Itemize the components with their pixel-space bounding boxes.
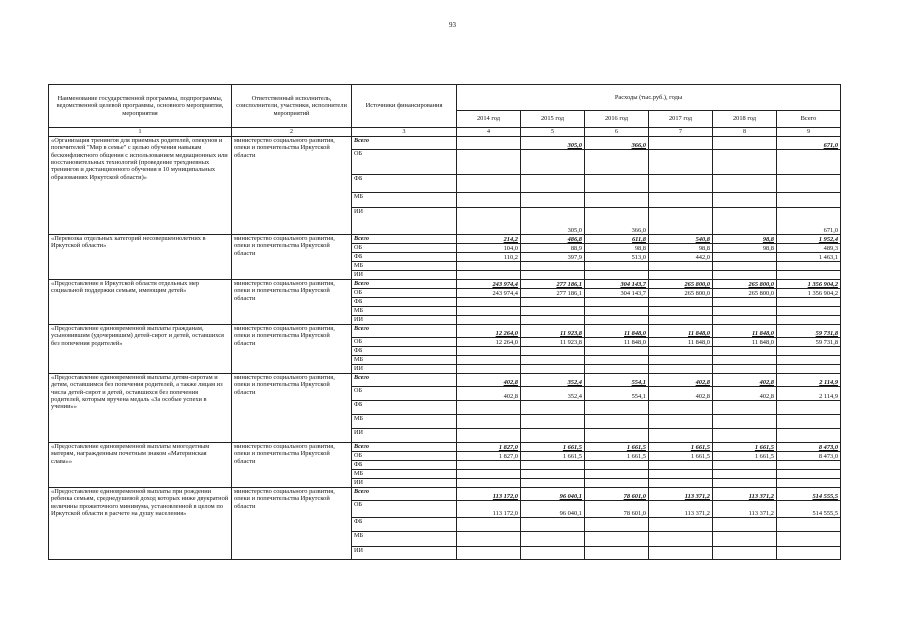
value-cell — [713, 547, 777, 560]
financing-table — [48, 84, 841, 560]
header-expenses: Расходы (тыс.руб.), годы — [457, 85, 841, 111]
event-name: «Перевозка отдельных категорий несовершеннолетних в Иркутской области» — [49, 235, 232, 280]
value-cell: 11 923,8 — [521, 338, 585, 347]
column-number: 6 — [585, 128, 649, 137]
value-cell: 265 800,0 — [713, 289, 777, 298]
value-cell — [713, 479, 777, 488]
funding-source: ФБ — [352, 175, 457, 193]
value-cell — [457, 193, 521, 208]
value-total: 8 473,0 — [777, 452, 841, 461]
value-cell — [521, 271, 585, 280]
value-cell: 1 661,5 — [521, 443, 585, 452]
value-cell — [457, 401, 521, 415]
funding-source: ФБ — [352, 347, 457, 356]
value-cell — [649, 518, 713, 532]
value-total — [777, 547, 841, 560]
value-cell — [521, 415, 585, 429]
column-number: 2 — [232, 128, 352, 137]
value-cell — [457, 429, 521, 443]
value-total — [777, 518, 841, 532]
value-cell: 265 800,0 — [713, 280, 777, 289]
value-cell — [585, 298, 649, 307]
event-name: «Организация тренингов для приемных родителей, опекунов и попечителей "Мир в семье" с целью обучения навыкам бесконфликтного общения с использованием медиационных или восстановительных технологий (проведение трехдневных тренингов и дистанционного обучения в 10 муниципальных образованиях Иркутской области)» — [49, 137, 232, 235]
value-cell — [713, 401, 777, 415]
value-cell: 113 371,2 — [649, 501, 713, 518]
value-cell: 540,8 — [649, 235, 713, 244]
table-row — [49, 374, 841, 387]
header-year: 2017 год — [649, 111, 713, 128]
value-cell — [649, 479, 713, 488]
header-name: Наименование государственной программы, подпрограммы, ведомственной целевой программы, основного мероприятия, мероприятия — [49, 85, 232, 128]
value-total — [777, 365, 841, 374]
value-cell — [457, 518, 521, 532]
value-cell — [585, 365, 649, 374]
funding-source: ИИ — [352, 479, 457, 488]
value-cell: 214,2 — [457, 235, 521, 244]
value-cell: 305,0 — [521, 137, 585, 150]
value-cell — [649, 470, 713, 479]
funding-source: ОБ — [352, 452, 457, 461]
value-cell — [713, 347, 777, 356]
value-cell — [521, 518, 585, 532]
value-cell — [649, 307, 713, 316]
value-cell — [521, 307, 585, 316]
value-cell — [585, 532, 649, 547]
value-total — [777, 307, 841, 316]
value-cell: 98,8 — [713, 235, 777, 244]
value-cell: 402,8 — [713, 374, 777, 387]
value-cell: 486,8 — [521, 235, 585, 244]
value-cell — [457, 316, 521, 325]
value-cell — [521, 262, 585, 271]
value-cell — [585, 262, 649, 271]
value-cell — [649, 262, 713, 271]
header-year: 2014 год — [457, 111, 521, 128]
value-cell: 352,4 — [521, 387, 585, 401]
value-cell: 243 974,4 — [457, 280, 521, 289]
value-cell: 104,0 — [457, 244, 521, 253]
value-total: 1 356 904,2 — [777, 280, 841, 289]
value-cell: 402,8 — [649, 374, 713, 387]
value-cell — [713, 316, 777, 325]
value-cell — [521, 356, 585, 365]
value-cell — [585, 470, 649, 479]
funding-source: ФБ — [352, 518, 457, 532]
value-cell: 1 661,5 — [521, 452, 585, 461]
value-cell — [457, 365, 521, 374]
value-total: 2 114,9 — [777, 374, 841, 387]
value-total — [777, 298, 841, 307]
funding-source: ИИ — [352, 429, 457, 443]
value-cell — [649, 137, 713, 150]
value-cell: 554,1 — [585, 374, 649, 387]
value-total — [777, 479, 841, 488]
value-total: 671,0 — [777, 137, 841, 150]
value-cell — [457, 298, 521, 307]
value-cell — [713, 470, 777, 479]
value-cell — [649, 175, 713, 193]
value-cell — [649, 208, 713, 235]
value-cell: 1 827,0 — [457, 452, 521, 461]
value-cell: 1 661,5 — [585, 452, 649, 461]
value-cell: 96 040,1 — [521, 488, 585, 501]
executor: министерство социального развития, опеки и попечительства Иркутской области — [232, 443, 352, 488]
value-cell: 12 264,0 — [457, 338, 521, 347]
value-cell: 113 371,2 — [713, 501, 777, 518]
value-cell — [457, 307, 521, 316]
value-cell: 366,0 — [585, 137, 649, 150]
header-year-total: Всего — [777, 111, 841, 128]
value-cell: 402,8 — [457, 387, 521, 401]
value-cell — [585, 461, 649, 470]
value-cell: 402,8 — [713, 387, 777, 401]
value-cell — [649, 461, 713, 470]
value-total — [777, 271, 841, 280]
funding-source: ИИ — [352, 208, 457, 235]
executor: министерство социального развития, опеки и попечительства Иркутской области — [232, 374, 352, 443]
value-cell: 397,9 — [521, 253, 585, 262]
funding-source: Всего — [352, 280, 457, 289]
table-row — [49, 325, 841, 338]
value-cell — [585, 429, 649, 443]
value-total: 1 952,4 — [777, 235, 841, 244]
value-total: 8 473,0 — [777, 443, 841, 452]
value-cell: 611,8 — [585, 235, 649, 244]
value-cell: 11 848,0 — [713, 338, 777, 347]
value-total: 489,3 — [777, 244, 841, 253]
page-number: 93 — [449, 21, 456, 29]
value-cell — [457, 532, 521, 547]
value-cell: 12 264,0 — [457, 325, 521, 338]
event-name: «Предоставление единовременной выплаты при рождении ребенка семьям, среднедушевой доход которых ниже двукратной величины прожиточного минимума, установленной в целом по Иркутской области в расчете на душу населения» — [49, 488, 232, 560]
value-cell — [457, 347, 521, 356]
funding-source: ОБ — [352, 244, 457, 253]
funding-source: МБ — [352, 470, 457, 479]
value-cell: 277 186,1 — [521, 280, 585, 289]
value-cell: 304 143,7 — [585, 289, 649, 298]
value-total: 59 731,8 — [777, 325, 841, 338]
value-cell — [713, 271, 777, 280]
value-cell: 442,0 — [649, 253, 713, 262]
value-cell: 1 661,5 — [713, 452, 777, 461]
value-cell — [713, 532, 777, 547]
value-cell: 113 172,0 — [457, 501, 521, 518]
value-cell — [713, 298, 777, 307]
value-cell — [585, 415, 649, 429]
value-cell — [457, 150, 521, 175]
header-source: Источники финансирования — [352, 85, 457, 128]
value-cell: 1 661,5 — [585, 443, 649, 452]
funding-source: ОБ — [352, 501, 457, 518]
value-total — [777, 532, 841, 547]
value-cell — [713, 175, 777, 193]
value-cell — [649, 415, 713, 429]
column-number: 8 — [713, 128, 777, 137]
value-cell — [649, 298, 713, 307]
value-total: 514 555,5 — [777, 488, 841, 501]
value-total: 59 731,8 — [777, 338, 841, 347]
value-cell: 513,0 — [585, 253, 649, 262]
header-year: 2018 год — [713, 111, 777, 128]
funding-source: ФБ — [352, 298, 457, 307]
funding-source: ИИ — [352, 316, 457, 325]
executor: министерство социального развития, опеки и попечительства Иркутской области — [232, 325, 352, 374]
value-cell — [521, 316, 585, 325]
value-cell — [585, 347, 649, 356]
value-cell: 1 661,5 — [649, 452, 713, 461]
value-cell — [457, 356, 521, 365]
value-cell — [713, 262, 777, 271]
value-cell — [521, 470, 585, 479]
table-row — [49, 488, 841, 501]
funding-source: ОБ — [352, 289, 457, 298]
value-cell — [585, 193, 649, 208]
value-total — [777, 262, 841, 271]
value-cell — [457, 415, 521, 429]
value-cell — [713, 429, 777, 443]
value-cell — [585, 150, 649, 175]
value-cell: 11 848,0 — [585, 338, 649, 347]
value-cell — [457, 547, 521, 560]
value-cell: 11 848,0 — [649, 338, 713, 347]
value-cell — [457, 175, 521, 193]
value-cell — [457, 470, 521, 479]
value-cell: 1 661,5 — [649, 443, 713, 452]
funding-source: МБ — [352, 532, 457, 547]
value-total: 514 555,5 — [777, 501, 841, 518]
value-cell — [457, 271, 521, 280]
value-cell — [521, 150, 585, 175]
funding-source: ФБ — [352, 461, 457, 470]
table-row — [49, 137, 841, 150]
funding-source: Всего — [352, 488, 457, 501]
value-cell — [457, 208, 521, 235]
value-cell — [649, 401, 713, 415]
value-total — [777, 193, 841, 208]
value-cell: 305,0 — [521, 208, 585, 235]
table-row — [49, 443, 841, 452]
value-total: 1 463,1 — [777, 253, 841, 262]
value-cell — [649, 429, 713, 443]
column-number: 9 — [777, 128, 841, 137]
value-cell: 113 172,0 — [457, 488, 521, 501]
column-numbers-row — [49, 128, 841, 137]
event-name: «Предоставление единовременной выплаты гражданам, усыновившим (удочерившим) детей-сирот и детей, оставшихся без попечения родителей» — [49, 325, 232, 374]
value-cell — [521, 429, 585, 443]
table-body — [49, 137, 841, 560]
value-cell: 277 186,1 — [521, 289, 585, 298]
value-cell: 98,8 — [585, 244, 649, 253]
value-cell — [585, 356, 649, 365]
value-cell — [521, 401, 585, 415]
value-cell: 402,8 — [457, 374, 521, 387]
funding-source: МБ — [352, 356, 457, 365]
value-cell — [457, 137, 521, 150]
funding-source: ИИ — [352, 547, 457, 560]
value-cell — [713, 365, 777, 374]
table-row — [49, 235, 841, 244]
value-cell — [585, 271, 649, 280]
value-cell — [713, 356, 777, 365]
value-cell — [649, 356, 713, 365]
executor: министерство социального развития, опеки и попечительства Иркутской области — [232, 488, 352, 560]
header-year: 2016 год — [585, 111, 649, 128]
value-cell — [713, 193, 777, 208]
value-cell: 554,1 — [585, 387, 649, 401]
value-cell — [585, 307, 649, 316]
funding-source: Всего — [352, 235, 457, 244]
value-cell: 265 800,0 — [649, 289, 713, 298]
executor: министерство социального развития, опеки и попечительства Иркутской области — [232, 137, 352, 235]
funding-source: ИИ — [352, 271, 457, 280]
column-number: 4 — [457, 128, 521, 137]
value-total — [777, 470, 841, 479]
value-cell — [713, 253, 777, 262]
value-total — [777, 175, 841, 193]
value-cell: 1 827,0 — [457, 443, 521, 452]
value-cell — [713, 137, 777, 150]
value-cell — [521, 461, 585, 470]
funding-source: Всего — [352, 374, 457, 387]
event-name: «Предоставление единовременной выплаты многодетным матерям, награжденным почетным знаком «Материнская слава»» — [49, 443, 232, 488]
funding-source: МБ — [352, 307, 457, 316]
value-cell — [521, 532, 585, 547]
value-cell: 11 848,0 — [585, 325, 649, 338]
value-total — [777, 415, 841, 429]
column-number: 7 — [649, 128, 713, 137]
header-executor: Ответственный исполнитель, соисполнители, участники, исполнители мероприятий — [232, 85, 352, 128]
value-cell — [713, 150, 777, 175]
value-total — [777, 347, 841, 356]
value-cell — [521, 365, 585, 374]
value-cell — [457, 461, 521, 470]
value-cell — [713, 518, 777, 532]
value-cell — [649, 347, 713, 356]
column-number: 3 — [352, 128, 457, 137]
funding-source: ФБ — [352, 253, 457, 262]
value-total — [777, 316, 841, 325]
value-total: 1 356 904,2 — [777, 289, 841, 298]
value-cell — [713, 461, 777, 470]
value-cell — [521, 193, 585, 208]
value-cell: 78 601,0 — [585, 501, 649, 518]
value-total — [777, 150, 841, 175]
value-cell: 110,2 — [457, 253, 521, 262]
value-cell: 98,8 — [649, 244, 713, 253]
value-cell — [649, 271, 713, 280]
value-cell: 11 848,0 — [649, 325, 713, 338]
value-cell — [585, 175, 649, 193]
funding-source: ФБ — [352, 401, 457, 415]
event-name: «Предоставление единовременной выплаты детям-сиротам и детям, оставшимся без попечения родителей, а также лицам из числа детей-сирот и детей, оставшихся без попечения родителей, которым вручена медаль «За особые успехи в учении»» — [49, 374, 232, 443]
funding-source: ОБ — [352, 150, 457, 175]
value-total — [777, 429, 841, 443]
value-cell: 113 371,2 — [649, 488, 713, 501]
value-cell: 402,8 — [649, 387, 713, 401]
executor: министерство социального развития, опеки и попечительства Иркутской области — [232, 280, 352, 325]
table-row — [49, 280, 841, 289]
value-total — [777, 461, 841, 470]
value-total: 2 114,9 — [777, 387, 841, 401]
value-cell — [457, 262, 521, 271]
value-cell — [521, 547, 585, 560]
value-cell: 11 923,8 — [521, 325, 585, 338]
value-cell — [585, 518, 649, 532]
value-cell: 366,0 — [585, 208, 649, 235]
value-cell: 243 974,4 — [457, 289, 521, 298]
header-year: 2015 год — [521, 111, 585, 128]
value-cell: 352,4 — [521, 374, 585, 387]
value-cell — [521, 175, 585, 193]
value-cell: 265 800,0 — [649, 280, 713, 289]
value-cell: 98,8 — [713, 244, 777, 253]
funding-source: ИИ — [352, 365, 457, 374]
funding-source: МБ — [352, 193, 457, 208]
funding-source: ОБ — [352, 387, 457, 401]
value-cell — [649, 316, 713, 325]
event-name: «Предоставление в Иркутской области отдельных мер социальной поддержки семьям, имеющим детей» — [49, 280, 232, 325]
funding-source: Всего — [352, 325, 457, 338]
value-cell: 78 601,0 — [585, 488, 649, 501]
funding-source: Всего — [352, 443, 457, 452]
value-cell — [521, 298, 585, 307]
column-number: 1 — [49, 128, 232, 137]
value-cell — [649, 547, 713, 560]
value-cell — [585, 401, 649, 415]
value-cell — [713, 307, 777, 316]
header-row — [49, 85, 841, 111]
value-cell: 96 040,1 — [521, 501, 585, 518]
funding-source: МБ — [352, 415, 457, 429]
value-cell — [649, 365, 713, 374]
value-total — [777, 356, 841, 365]
value-cell: 304 143,7 — [585, 280, 649, 289]
funding-source: МБ — [352, 262, 457, 271]
value-cell — [649, 150, 713, 175]
value-cell — [521, 347, 585, 356]
value-total — [777, 401, 841, 415]
value-cell — [521, 479, 585, 488]
funding-source: ОБ — [352, 338, 457, 347]
value-cell — [649, 532, 713, 547]
value-cell — [649, 193, 713, 208]
value-cell — [713, 208, 777, 235]
funding-source: Всего — [352, 137, 457, 150]
value-cell — [585, 547, 649, 560]
executor: министерство социального развития, опеки и попечительства Иркутской области — [232, 235, 352, 280]
value-cell: 11 848,0 — [713, 325, 777, 338]
value-cell — [585, 316, 649, 325]
column-number: 5 — [521, 128, 585, 137]
value-cell: 1 661,5 — [713, 443, 777, 452]
value-cell: 88,9 — [521, 244, 585, 253]
value-cell — [585, 479, 649, 488]
value-total: 671,0 — [777, 208, 841, 235]
value-cell — [713, 415, 777, 429]
value-cell — [457, 479, 521, 488]
value-cell: 113 371,2 — [713, 488, 777, 501]
